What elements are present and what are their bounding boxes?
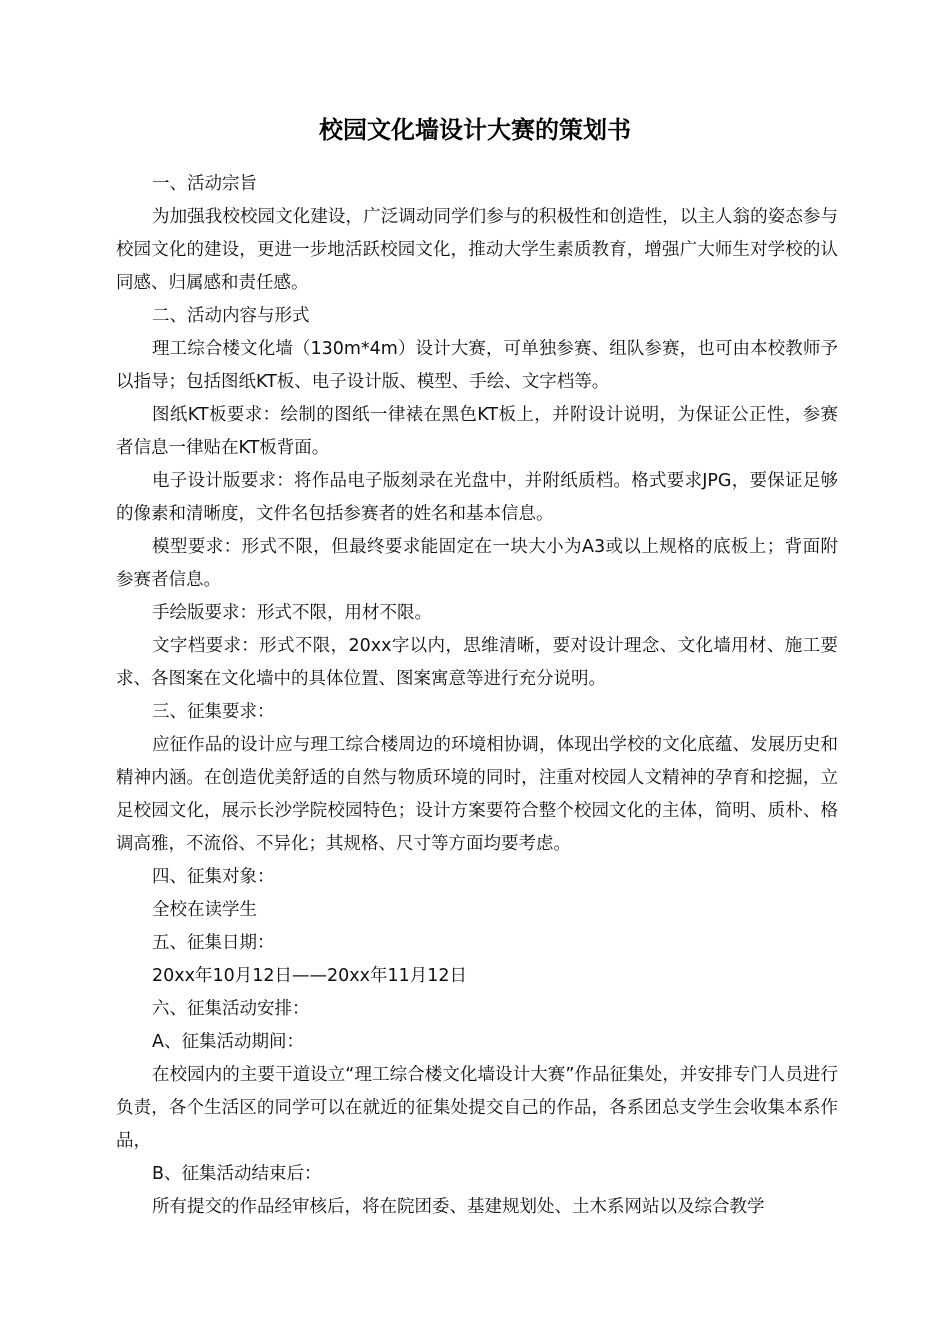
paragraph: 在校园内的主要干道设立“理工综合楼文化墙设计大赛”作品征集处，并安排专门人员进行负责，各个生活区的同学可以在就近的征集处提交自己的作品，各系团总支学生会收集本系作品， (116, 1065, 838, 1151)
document-body (116, 168, 838, 1224)
subsection-heading: B、征集活动结束后： (152, 1164, 322, 1184)
paragraph: 20xx年10月12日——20xx年11月12日 (152, 966, 468, 986)
paragraph: 图纸KT板要求：绘制的图纸一律裱在黑色KT板上，并附设计说明，为保证公正性，参赛者信息一律贴在KT板背面。 (116, 405, 838, 458)
section-heading: 四、征集对象： (152, 867, 275, 887)
paragraph: 为加强我校校园文化建设，广泛调动同学们参与的积极性和创造性，以主人翁的姿态参与校园文化的建设，更进一步地活跃校园文化，推动大学生素质教育，增强广大师生对学校的认同感、归属感和责任感。 (116, 207, 838, 293)
paragraph: 应征作品的设计应与理工综合楼周边的环境相协调，体现出学校的文化底蕴、发展历史和精神内涵。在创造优美舒适的自然与物质环境的同时，注重对校园人文精神的孕育和挖掘，立足校园文化，展示长沙学院校园特色；设计方案要符合整个校园文化的主体，简明、质朴、格调高雅，不流俗、不异化；其规格、尺寸等方面均要考虑。 (116, 735, 838, 854)
section-heading: 五、征集日期： (152, 933, 275, 953)
section-heading: 三、征集要求： (152, 702, 275, 722)
section-heading: 一、活动宗旨 (152, 174, 257, 194)
document-title: 校园文化墙设计大赛的策划书 (319, 116, 631, 144)
subsection-heading: A、征集活动期间： (152, 1032, 304, 1052)
paragraph: 理工综合楼文化墙（130m*4m）设计大赛，可单独参赛、组队参赛，也可由本校教师予以指导；包括图纸KT板、电子设计版、模型、手绘、文字档等。 (116, 339, 838, 392)
paragraph: 文字档要求：形式不限，20xx字以内，思维清晰，要对设计理念、文化墙用材、施工要求、各图案在文化墙中的具体位置、图案寓意等进行充分说明。 (116, 636, 838, 689)
paragraph: 模型要求：形式不限，但最终要求能固定在一块大小为A3或以上规格的底板上；背面附参赛者信息。 (116, 537, 838, 590)
paragraph: 电子设计版要求：将作品电子版刻录在光盘中，并附纸质档。格式要求JPG，要保证足够的像素和清晰度，文件名包括参赛者的姓名和基本信息。 (116, 471, 838, 524)
section-heading: 六、征集活动安排： (152, 999, 310, 1019)
section-heading: 二、活动内容与形式 (152, 306, 310, 326)
paragraph: 所有提交的作品经审核后，将在院团委、基建规划处、土木系网站以及综合教学 (152, 1197, 765, 1217)
paragraph: 全校在读学生 (152, 900, 257, 920)
paragraph: 手绘版要求：形式不限，用材不限。 (152, 603, 432, 623)
